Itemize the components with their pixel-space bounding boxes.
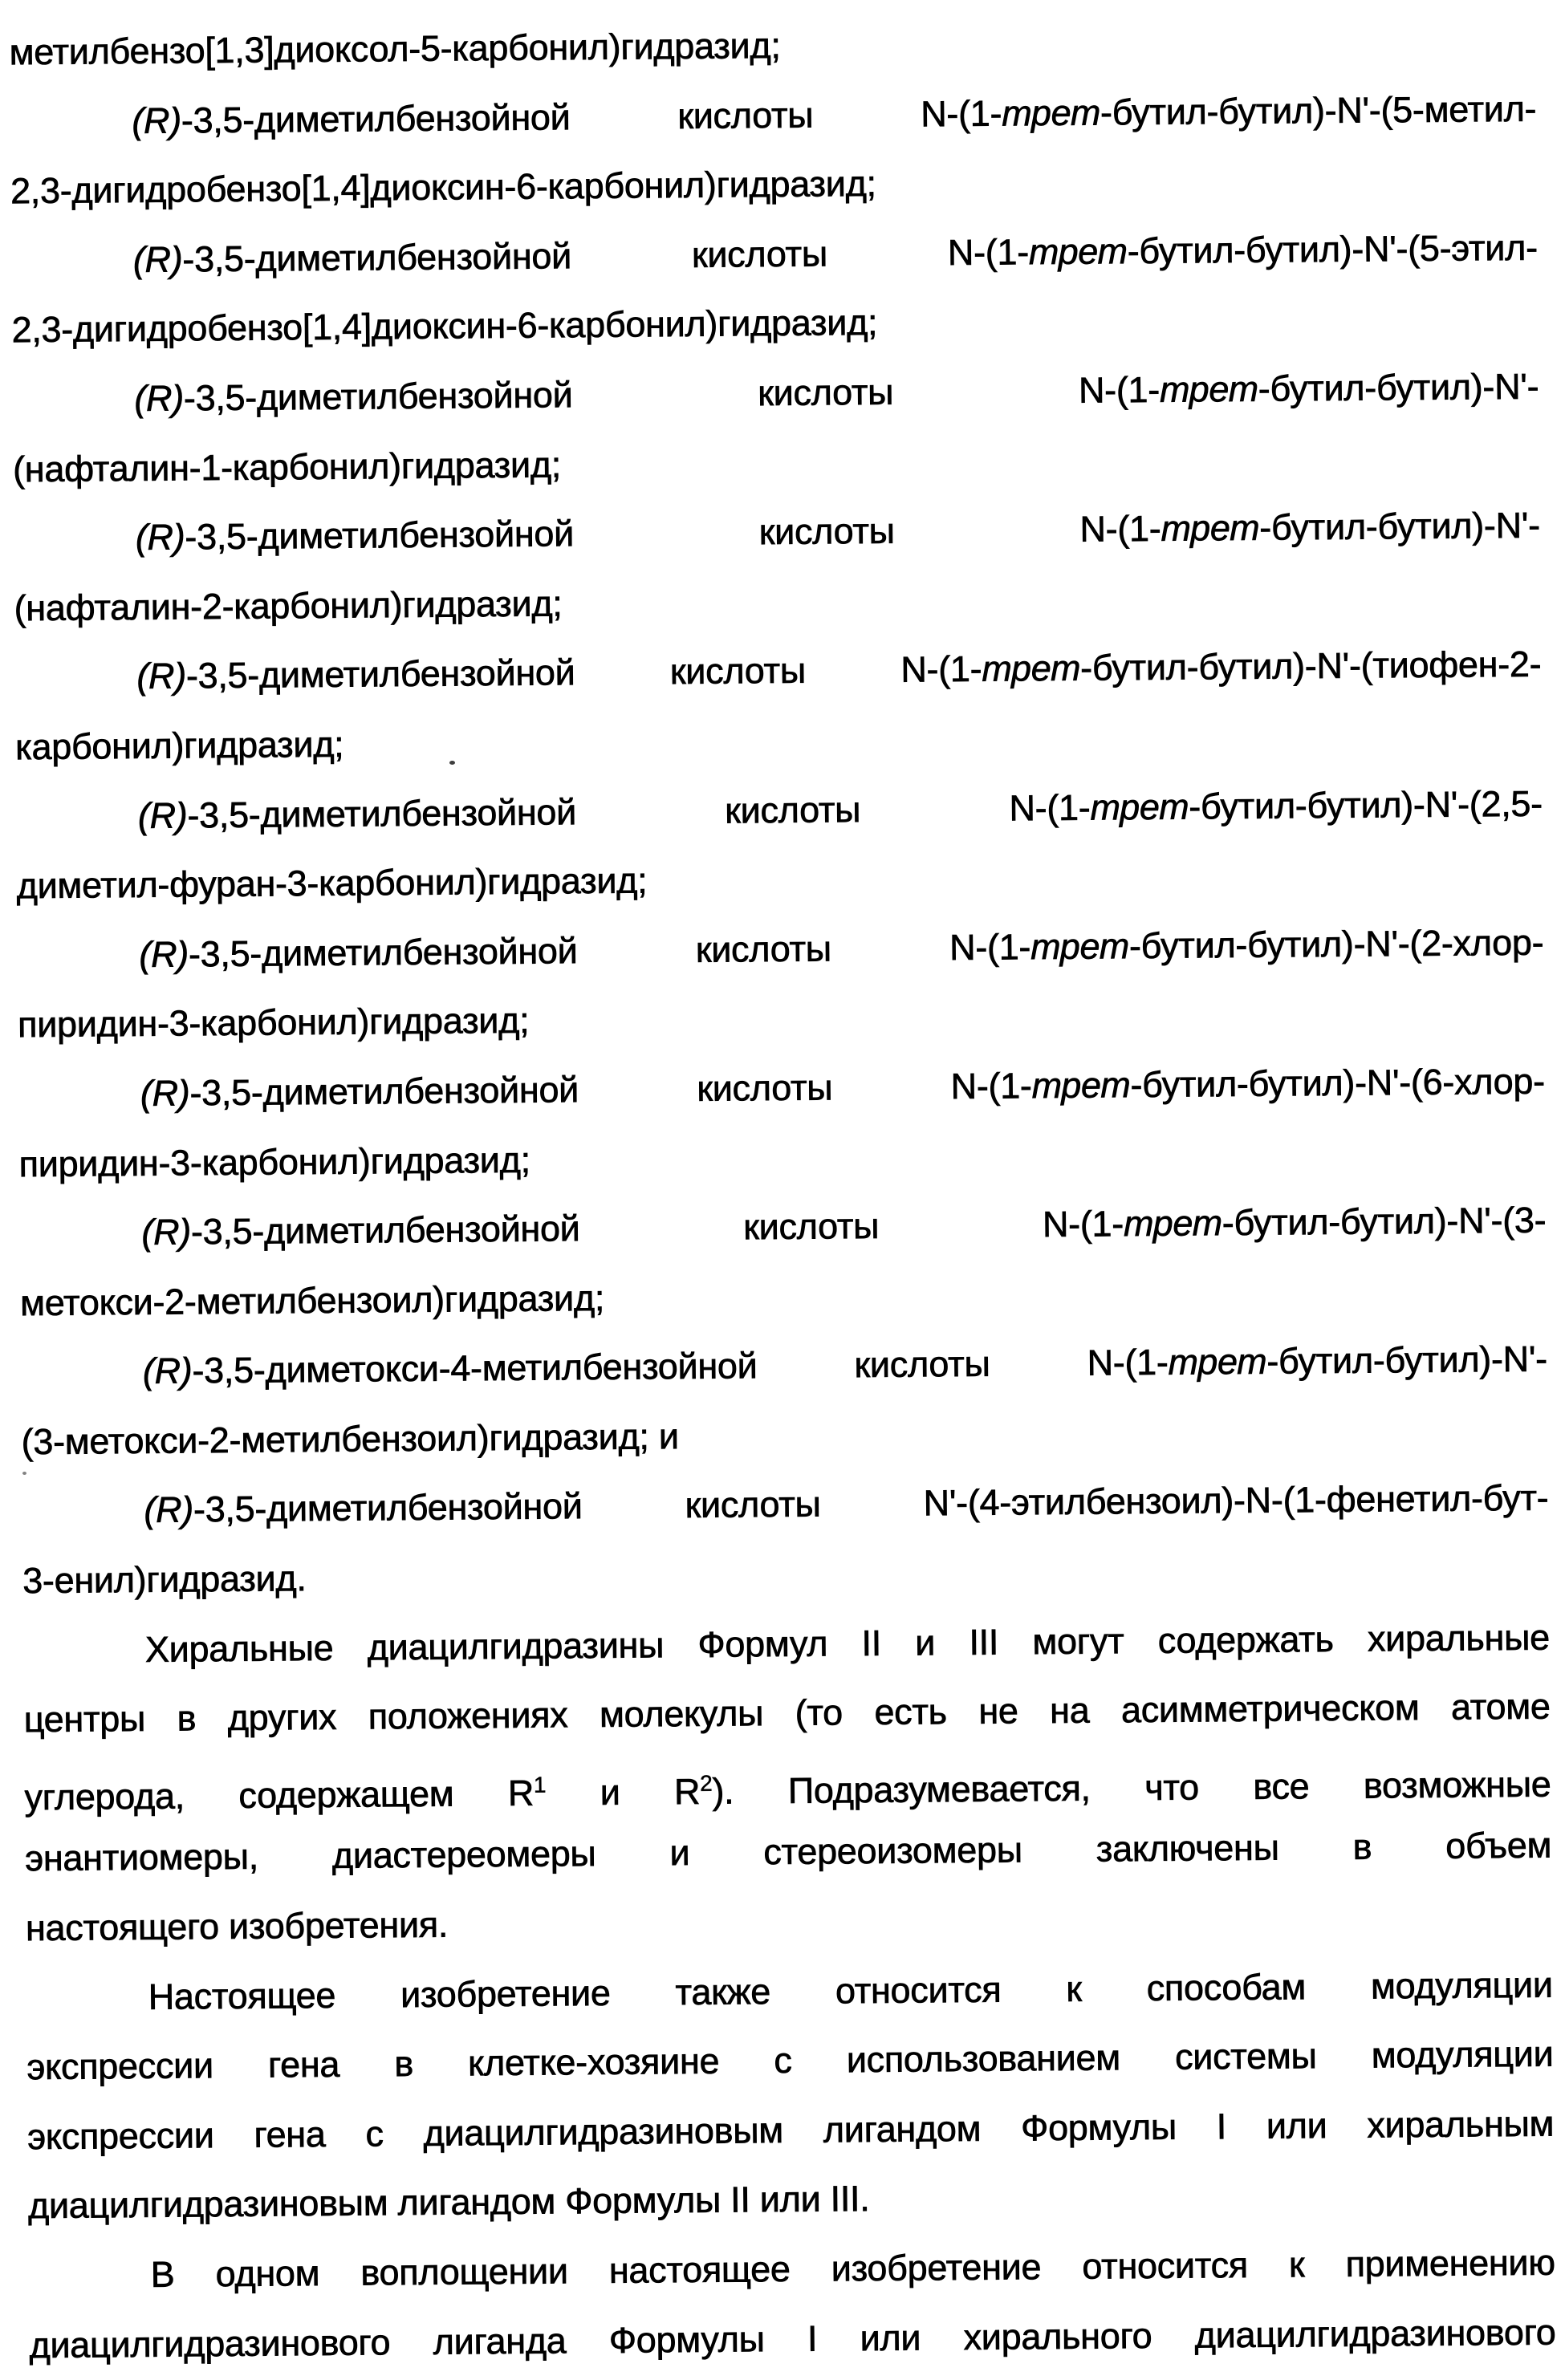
italic-text-segment: трет bbox=[1123, 1202, 1222, 1245]
text-line-34 bbox=[29, 2297, 1556, 2380]
text-segment: -3,5-диметилбензойной кислоты N-(1- bbox=[183, 368, 1161, 419]
text-segment: -3,5-диметилбензойной кислоты N-(1- bbox=[190, 1203, 1124, 1253]
italic-text-segment: (R) bbox=[142, 1350, 193, 1392]
text-line-19 bbox=[20, 1255, 1547, 1338]
text-segment: метокси-2-метилбензоил)гидразид; bbox=[19, 1277, 605, 1323]
text-line-24 bbox=[23, 1602, 1551, 1685]
text-line-6 bbox=[12, 352, 1539, 435]
text-segment: -бутил-бутил)-N'- bbox=[1258, 365, 1539, 409]
text-segment: (3-метокси-2-метилбензоил)гидразид; и bbox=[21, 1415, 679, 1463]
text-segment: -3,5-диметилбензойной кислоты N-(1- bbox=[187, 786, 1091, 835]
italic-text-segment: трет bbox=[982, 648, 1081, 690]
text-segment: -бутил-бутил)-N'-(2,5- bbox=[1189, 782, 1543, 827]
text-segment: пиридин-3-карбонил)гидразид; bbox=[18, 1139, 531, 1184]
italic-text-segment: трет bbox=[1031, 1064, 1131, 1107]
text-segment: -бутил-бутил)-N'-(6-хлор- bbox=[1130, 1060, 1546, 1106]
italic-text-segment: (R) bbox=[141, 1211, 192, 1253]
text-segment: 2,3-дигидробензо[1,4]диоксин-6-карбонил)гидразид; bbox=[10, 163, 876, 212]
text-line-29 bbox=[26, 1950, 1553, 2033]
text-segment: -3,5-диметилбензойной кислоты N-(1- bbox=[181, 92, 1002, 141]
text-segment: экспрессии гена с диацилгидразиновым лигандом Формулы I или хиральным bbox=[27, 2102, 1555, 2158]
text-segment: диацилгидразиновым лигандом Формулы II или III. bbox=[27, 2178, 870, 2227]
italic-text-segment: (R) bbox=[140, 1072, 190, 1114]
italic-text-segment: (R) bbox=[144, 1489, 194, 1531]
text-segment: -бутил-бутил)-N'-(3- bbox=[1222, 1199, 1547, 1244]
text-line-28 bbox=[26, 1881, 1553, 1964]
text-segment: Хиральные диацилгидразины Формул II и III могут содержать хиральные bbox=[144, 1616, 1551, 1670]
text-segment: -бутил-бутил)-N'- bbox=[1266, 1338, 1548, 1383]
text-segment: 3-енил)гидразид. bbox=[22, 1558, 307, 1602]
text-line-27 bbox=[25, 1811, 1552, 1894]
text-segment: диацилгидразинового лиганда Формулы I или хирального диацилгидразинового bbox=[29, 2311, 1556, 2366]
text-line-32 bbox=[28, 2159, 1555, 2241]
text-line-33 bbox=[28, 2228, 1555, 2311]
text-segment: настоящего изобретения. bbox=[25, 1903, 449, 1949]
text-line-1 bbox=[9, 5, 1536, 87]
text-segment: -3,5-диметилбензойной кислоты N'-(4-этилбензоил)-N-(1-фенетил-бут- bbox=[193, 1477, 1549, 1530]
text-line-7 bbox=[13, 421, 1540, 504]
text-line-31 bbox=[27, 2089, 1555, 2171]
scan-speck-1 bbox=[449, 761, 455, 765]
text-segment: -бутил-бутил)-N'- bbox=[1259, 504, 1541, 548]
text-line-15 bbox=[18, 977, 1545, 1060]
italic-text-segment: трет bbox=[1028, 229, 1128, 273]
italic-text-segment: (R) bbox=[132, 100, 182, 141]
italic-text-segment: (R) bbox=[136, 655, 187, 697]
text-segment: диметил-фуран-3-карбонил)гидразид; bbox=[16, 859, 648, 907]
text-segment: экспрессии гена в клетке-хозяине с использованием системы модуляции bbox=[26, 2033, 1554, 2088]
italic-text-segment: трет bbox=[1030, 924, 1130, 968]
text-line-14 bbox=[17, 908, 1544, 990]
text-segment: -3,5-диметилбензойной кислоты N-(1- bbox=[189, 1065, 1032, 1114]
italic-text-segment: (R) bbox=[134, 377, 185, 419]
text-segment: пиридин-3-карбонил)гидразид; bbox=[17, 1000, 530, 1046]
text-line-4 bbox=[10, 213, 1538, 296]
text-line-12 bbox=[16, 769, 1543, 851]
text-line-23 bbox=[22, 1533, 1550, 1616]
superscript-text-segment: 1 bbox=[533, 1772, 547, 1797]
text-segment: -3,5-диметилбензойной кислоты N-(1- bbox=[185, 648, 982, 697]
text-segment: -бутил-бутил)-N'-(5-метил- bbox=[1100, 87, 1537, 133]
text-segment: В одном воплощении настоящее изобретение относится к применению bbox=[150, 2241, 1555, 2295]
italic-text-segment: трет bbox=[1168, 1341, 1267, 1383]
text-line-17 bbox=[18, 1116, 1546, 1199]
text-segment: (нафталин-2-карбонил)гидразид; bbox=[14, 583, 563, 629]
text-segment: метилбензо[1,3]диоксол-5-карбонил)гидразид; bbox=[9, 24, 781, 73]
italic-text-segment: трет bbox=[1161, 506, 1260, 550]
text-line-8 bbox=[13, 491, 1540, 574]
text-segment: центры в других положениях молекулы (то есть не на асимметрическом атоме bbox=[23, 1685, 1551, 1740]
text-segment: (нафталин-1-карбонил)гидразид; bbox=[12, 443, 562, 489]
text-line-2 bbox=[10, 74, 1537, 156]
text-line-22 bbox=[22, 1464, 1549, 1546]
italic-text-segment: трет bbox=[1001, 91, 1101, 134]
text-segment: -3,5-диметилбензойной кислоты N-(1- bbox=[182, 231, 1030, 280]
text-segment: -бутил-бутил)-N'-(5-этил- bbox=[1127, 226, 1538, 271]
text-line-13 bbox=[16, 839, 1543, 921]
text-segment: 2,3-дигидробензо[1,4]диоксин-6-карбонил)гидразид; bbox=[11, 302, 878, 351]
scan-speck-2 bbox=[22, 1472, 26, 1475]
text-line-10 bbox=[14, 630, 1542, 713]
text-segment: Настоящее изобретение также относится к способам модуляции bbox=[148, 1964, 1553, 2017]
text-line-20 bbox=[21, 1325, 1548, 1407]
text-segment: и R bbox=[546, 1770, 701, 1813]
text-line-25 bbox=[23, 1672, 1551, 1755]
italic-text-segment: трет bbox=[1090, 786, 1189, 828]
text-line-11 bbox=[15, 700, 1543, 782]
text-line-21 bbox=[21, 1395, 1548, 1477]
text-segment: -3,5-диметилбензойной кислоты N-(1- bbox=[185, 508, 1161, 558]
text-segment: ). Подразумевается, что все возможные bbox=[712, 1763, 1551, 1812]
italic-text-segment: (R) bbox=[135, 516, 185, 558]
text-line-16 bbox=[18, 1047, 1546, 1130]
text-segment: -бутил-бутил)-N'-(тиофен-2- bbox=[1079, 644, 1542, 689]
italic-text-segment: трет bbox=[1159, 368, 1259, 410]
text-segment: -3,5-диметилбензойной кислоты N-(1- bbox=[188, 926, 1031, 975]
text-segment: -бутил-бутил)-N'-(2-хлор- bbox=[1128, 921, 1544, 966]
superscript-text-segment: 2 bbox=[700, 1770, 713, 1796]
italic-text-segment: (R) bbox=[132, 238, 183, 280]
text-segment: энантиомеры, диастереомеры и стереоизомеры заключены в объем bbox=[24, 1825, 1552, 1879]
text-line-9 bbox=[14, 560, 1541, 643]
text-segment: углерода, содержащем R bbox=[24, 1772, 535, 1818]
text-line-5 bbox=[11, 282, 1539, 365]
text-line-30 bbox=[26, 2020, 1554, 2102]
text-segment: -3,5-диметокси-4-метилбензойной кислоты N-(1- bbox=[192, 1342, 1169, 1391]
text-line-18 bbox=[19, 1186, 1547, 1269]
italic-text-segment: (R) bbox=[139, 933, 189, 975]
text-segment: карбонил)гидразид; bbox=[14, 723, 344, 768]
text-lines bbox=[9, 5, 1556, 2380]
text-line-3 bbox=[10, 144, 1538, 226]
italic-text-segment: (R) bbox=[137, 794, 188, 836]
text-line-26 bbox=[24, 1742, 1551, 1825]
